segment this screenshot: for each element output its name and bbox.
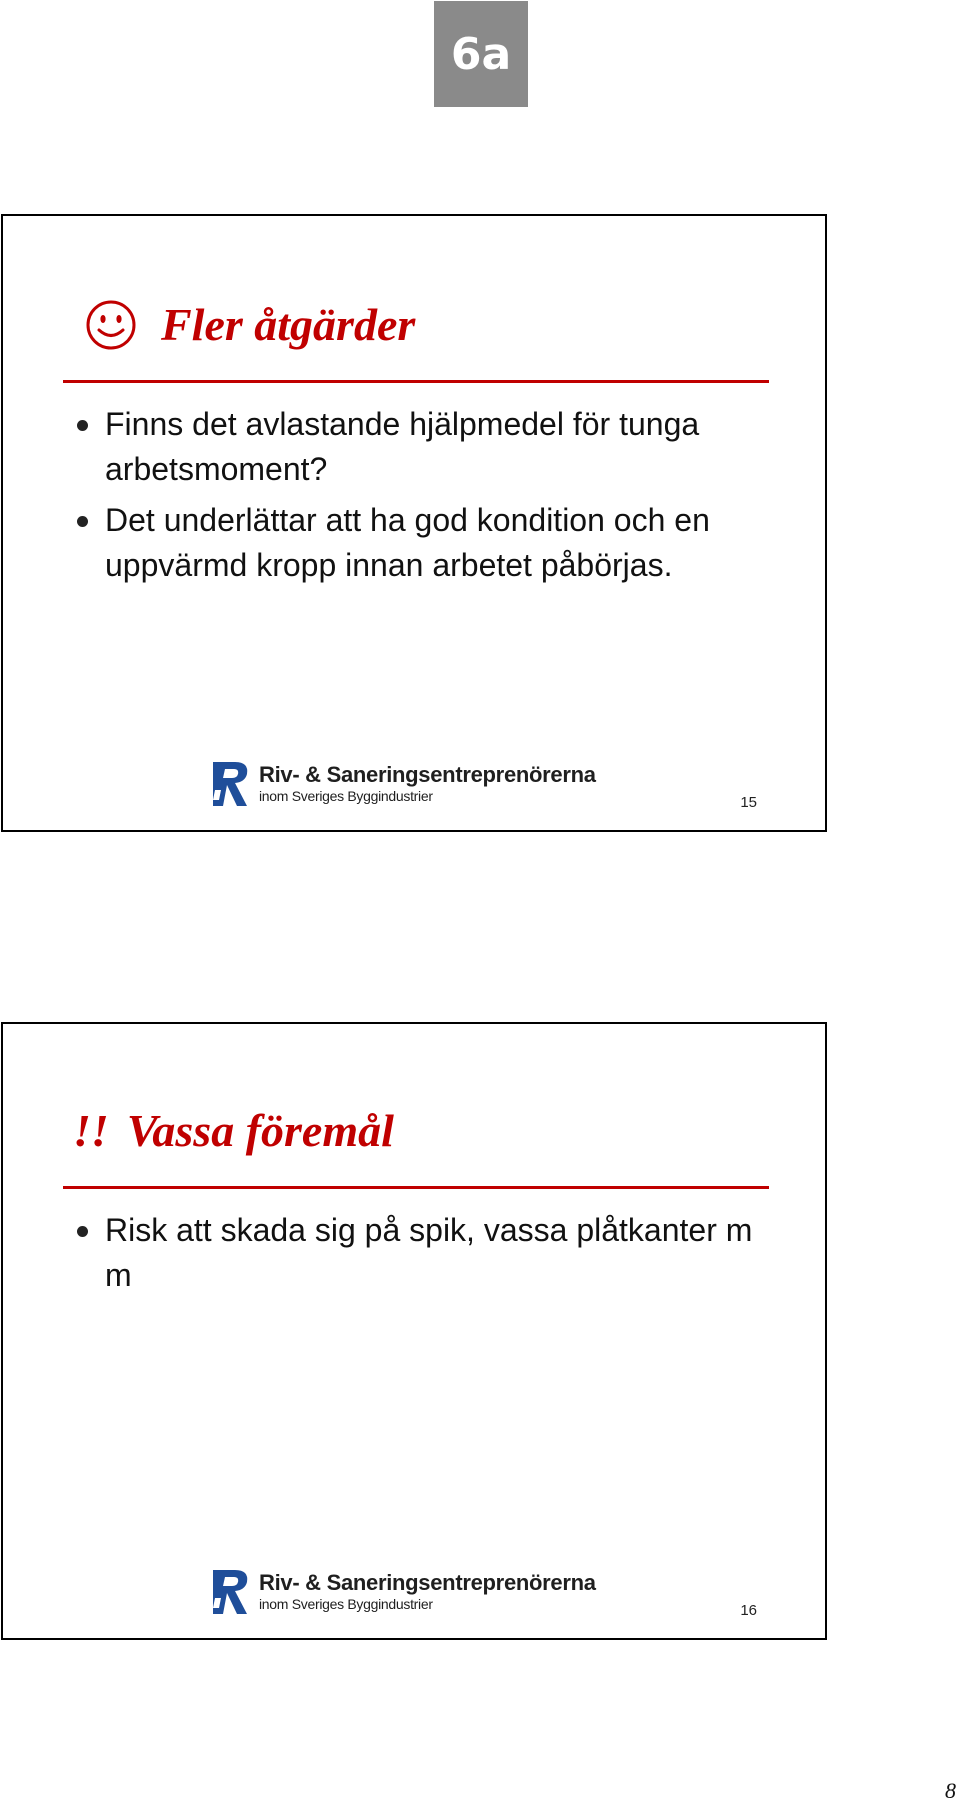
slide-title-row <box>85 298 415 351</box>
logo-subtitle: inom Sveriges Byggindustrier <box>259 788 433 804</box>
company-logo <box>211 760 596 808</box>
bullet-text: Det underlättar att ha god kondition och en uppvärmd kropp innan arbetet påbörjas. <box>105 502 710 583</box>
bullet-list <box>73 402 773 594</box>
slide-number: 15 <box>740 794 757 811</box>
page-number: 8 <box>945 1778 956 1803</box>
smiley-icon <box>85 299 137 351</box>
slide-title-row <box>73 1104 394 1157</box>
section-tag: 6a <box>434 1 528 107</box>
bullet-text: Finns det avlastande hjälpmedel för tunga arbetsmoment? <box>105 406 700 487</box>
bullet-item <box>73 402 773 492</box>
slide-title: Fler åtgärder <box>161 299 416 350</box>
slide-16 <box>1 1022 827 1640</box>
slide-title: Vassa föremål <box>126 1105 394 1156</box>
bullet-dot-icon <box>77 1226 88 1237</box>
bullet-item <box>73 498 773 588</box>
company-logo <box>211 1568 596 1616</box>
logo-name: Riv- & Saneringsentreprenörerna <box>259 1570 596 1595</box>
bullet-item <box>73 1208 773 1298</box>
title-prefix: !! <box>73 1105 109 1156</box>
bullet-dot-icon <box>77 420 88 431</box>
bullet-text: Risk att skada sig på spik, vassa plåtkanter m m <box>105 1212 753 1293</box>
bullet-list <box>73 1208 773 1304</box>
slide-15 <box>1 214 827 832</box>
rs-logo-icon <box>211 1568 251 1616</box>
rs-logo-icon <box>211 760 251 808</box>
title-divider <box>63 380 769 383</box>
title-divider <box>63 1186 769 1189</box>
slide-number: 16 <box>740 1602 757 1619</box>
logo-subtitle: inom Sveriges Byggindustrier <box>259 1596 433 1612</box>
bullet-dot-icon <box>77 516 88 527</box>
logo-name: Riv- & Saneringsentreprenörerna <box>259 762 596 787</box>
